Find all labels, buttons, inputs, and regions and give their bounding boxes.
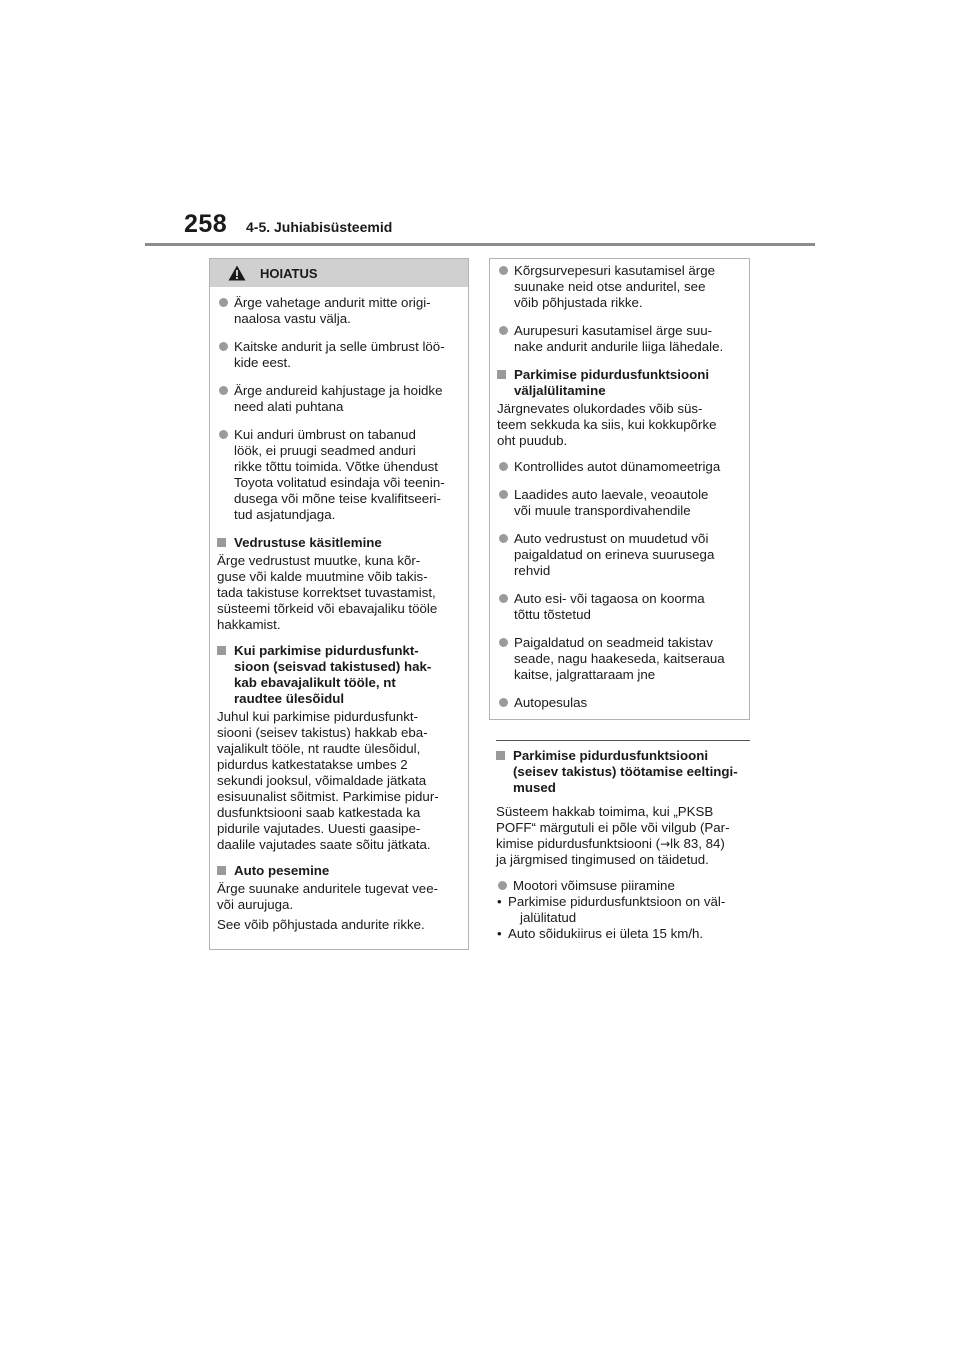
text-line: väljalülitamine bbox=[514, 383, 606, 398]
warning-bullet bbox=[217, 295, 462, 327]
text-line: rehvid bbox=[514, 563, 551, 578]
text-line: Juhul kui parkimise pidurdusfunkt- bbox=[217, 709, 419, 724]
text-line: või aurujuga. bbox=[217, 897, 294, 912]
warning-bullet bbox=[217, 339, 462, 371]
paragraph bbox=[496, 804, 752, 868]
continued-warning-box bbox=[489, 258, 750, 720]
warning-header bbox=[210, 259, 468, 287]
text-line: rikke tõttu toimida. Võtke ühendust bbox=[234, 459, 438, 474]
text-line: tõttu tõstetud bbox=[514, 607, 591, 622]
text-line: Auto esi- või tagaosa on koorma bbox=[514, 591, 705, 606]
text-line: raudtee ülesõidul bbox=[234, 691, 345, 706]
text-line: Parkimise pidurdusfunktsiooni bbox=[513, 748, 709, 763]
continued-warning-content bbox=[490, 259, 749, 711]
text-line: kab ebavajalikult tööle, nt bbox=[234, 675, 396, 690]
text-line: kaitse, jalgrattaraam jne bbox=[514, 667, 656, 682]
text-line: pidurile vajutades. Uuesti gaasipe- bbox=[217, 821, 421, 836]
text-line: Kaitske andurit ja selle ümbrust löö- bbox=[234, 339, 445, 354]
text-line: pidurdus katkestatakse umbes 2 bbox=[217, 757, 408, 772]
text-line: ja järgmised tingimused on täidetud. bbox=[496, 852, 709, 867]
arrow-right-icon: → bbox=[660, 837, 671, 851]
condition-bullet bbox=[496, 878, 752, 894]
condition-bullet bbox=[497, 695, 741, 711]
condition-bullet bbox=[497, 591, 741, 623]
text-line: (seisev takistus) töötamise eeltingi- bbox=[513, 764, 738, 779]
warning-box bbox=[209, 258, 469, 950]
text-line: Kui parkimise pidurdusfunkt- bbox=[234, 643, 419, 658]
paragraph bbox=[497, 401, 741, 449]
warning-bullet bbox=[217, 383, 462, 415]
text-line: daalile vajutades saate sõitu jätkata. bbox=[217, 837, 431, 852]
text-line: • Parkimise pidurdusfunktsioon on väl- bbox=[508, 894, 726, 909]
warning-triangle-icon bbox=[228, 265, 246, 281]
operating-conditions-section bbox=[496, 742, 752, 942]
text-line: tud asjatundjaga. bbox=[234, 507, 336, 522]
paragraph bbox=[217, 881, 462, 913]
text-line: Aurupesuri kasutamisel ärge suu- bbox=[514, 323, 713, 338]
paragraph bbox=[217, 709, 462, 853]
text-line: vajalikult tööle, nt raudte ülesõidul, bbox=[217, 741, 421, 756]
text-line: Kõrgsurvepesuri kasutamisel ärge bbox=[514, 263, 716, 278]
text-line: dusega või mõne teise kvalifitseeri- bbox=[234, 491, 441, 506]
subheading: Auto pesemine bbox=[217, 863, 462, 879]
text-line: Ärge vedrustust muutke, kuna kõr- bbox=[217, 553, 421, 568]
subheading bbox=[496, 748, 752, 796]
condition-bullet bbox=[497, 487, 741, 519]
text-line: Auto vedrustust on muudetud või bbox=[514, 531, 709, 546]
text-line: paigaldatud on erineva suurusega bbox=[514, 547, 715, 562]
header-rule bbox=[145, 243, 815, 246]
paragraph bbox=[217, 553, 462, 633]
subheading: Vedrustuse käsitlemine bbox=[217, 535, 462, 551]
text-line: need alati puhtana bbox=[234, 399, 344, 414]
text-line: esisuunalist sõitmist. Parkimise pidur- bbox=[217, 789, 439, 804]
text-line: Süsteem hakkab toimima, kui „PKSB bbox=[496, 804, 714, 819]
warning-bullet bbox=[497, 323, 741, 355]
text-line: süsteemi tõrkeid või ebavajaliku tööle bbox=[217, 601, 438, 616]
text-line: jalülitatud bbox=[520, 910, 577, 925]
text-line: tada takistuse korrektset tuvastamist, bbox=[217, 585, 436, 600]
text-line: hakkamist. bbox=[217, 617, 281, 632]
text-line: teem sekkuda ka siis, kui kokkupõrke bbox=[497, 417, 717, 432]
text-line: Parkimise pidurdusfunktsiooni bbox=[514, 367, 710, 382]
page-number: 258 bbox=[184, 210, 228, 238]
warning-bullet bbox=[217, 427, 462, 523]
condition-bullet bbox=[497, 635, 741, 683]
text-line: POFF“ märgutuli ei põle või vilgub (Par- bbox=[496, 820, 730, 835]
text-line: Ärge andureid kahjustage ja hoidke bbox=[234, 383, 443, 398]
text-line: Kontrollides autot dünamomeetriga bbox=[514, 459, 721, 474]
section-divider bbox=[496, 740, 750, 741]
dash-item bbox=[496, 926, 752, 942]
text-line: dusfunktsiooni saab katkestada ka bbox=[217, 805, 421, 820]
dash-item bbox=[496, 894, 752, 926]
subheading bbox=[217, 643, 462, 707]
condition-bullet bbox=[497, 531, 741, 579]
text-line: guse või kalde muutmine võib takis- bbox=[217, 569, 428, 584]
text-line: siooni (seisev takistus) hakkab eba- bbox=[217, 725, 428, 740]
text-line: suunake neid otse anduritel, see bbox=[514, 279, 706, 294]
text-line: mused bbox=[513, 780, 556, 795]
text-line: nake andurit andurile liiga lähedale. bbox=[514, 339, 724, 354]
text-line: Laadides auto laevale, veoautole bbox=[514, 487, 709, 502]
text-line: või muule transpordivahendile bbox=[514, 503, 691, 518]
text-line: sekundi jooksul, võimaldade jätkata bbox=[217, 773, 427, 788]
page-reference: lk 83, 84) bbox=[670, 836, 725, 851]
paragraph: See võib põhjustada andurite rikke. bbox=[217, 917, 425, 932]
section-title: 4-5. Juhiabisüsteemid bbox=[246, 219, 393, 235]
text-line: • Auto sõidukiirus ei ületa 15 km/h. bbox=[508, 926, 704, 941]
condition-bullet bbox=[497, 459, 741, 475]
text-line bbox=[496, 836, 752, 852]
text-line: naalosa vastu välja. bbox=[234, 311, 351, 326]
text-line: Mootori võimsuse piiramine bbox=[513, 878, 675, 893]
text-line: kide eest. bbox=[234, 355, 291, 370]
text-line: löök, ei pruugi seadmed anduri bbox=[234, 443, 416, 458]
text-fragment: kimise pidurdusfunktsiooni ( bbox=[496, 836, 661, 851]
text-line: oht puudub. bbox=[497, 433, 568, 448]
warning-content bbox=[210, 287, 468, 933]
text-line: sioon (seisvad takistused) hak- bbox=[234, 659, 432, 674]
text-line: Ärge suunake anduritele tugevat vee- bbox=[217, 881, 439, 896]
warning-bullet bbox=[497, 263, 741, 311]
text-line: Autopesulas bbox=[514, 695, 588, 710]
text-line: Paigaldatud on seadmeid takistav bbox=[514, 635, 713, 650]
text-line: Ärge vahetage andurit mitte origi- bbox=[234, 295, 431, 310]
text-line: Kui anduri ümbrust on tabanud bbox=[234, 427, 416, 442]
subheading bbox=[497, 367, 741, 399]
warning-title: HOIATUS bbox=[260, 265, 318, 281]
text-line: seade, nagu haakeseda, kaitseraua bbox=[514, 651, 725, 666]
text-line: võib põhjustada rikke. bbox=[514, 295, 643, 310]
text-line: Järgnevates olukordades võib süs- bbox=[497, 401, 703, 416]
text-line: Toyota volitatud esindaja või teenin- bbox=[234, 475, 445, 490]
